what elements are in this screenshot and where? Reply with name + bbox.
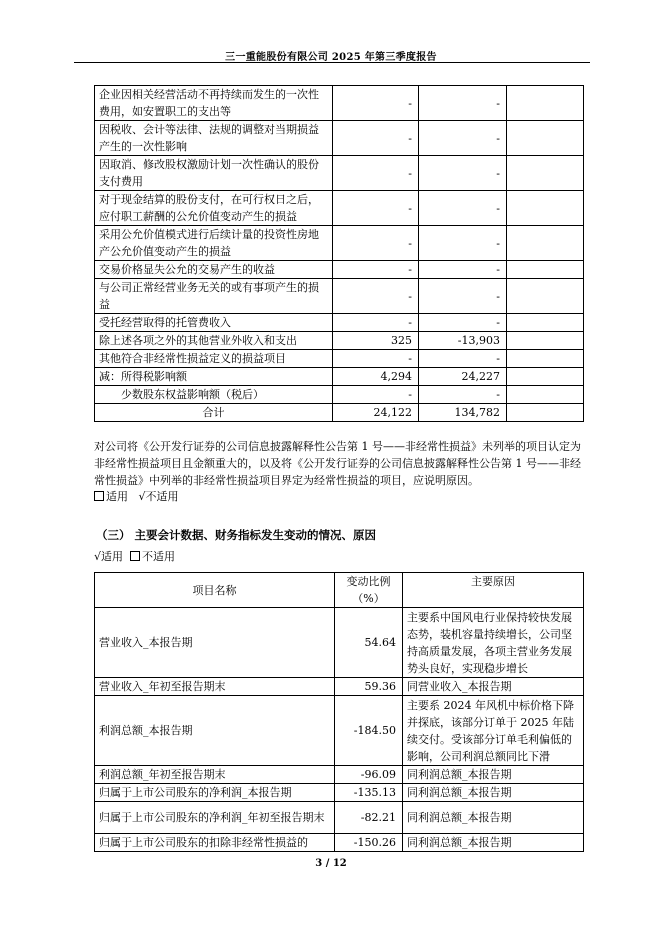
apply-checkbox[interactable] xyxy=(94,491,104,501)
item-name: 对于现金结算的股份支付，在可行权日之后，应付职工薪酬的公允价值变动产生的损益 xyxy=(95,191,333,226)
blank-cell xyxy=(507,86,584,121)
value-col-2: 134,782 xyxy=(419,404,507,422)
item-name: 因税收、会计等法律、法规的调整对当期损益产生的一次性影响 xyxy=(95,121,333,156)
note-applicability xyxy=(94,488,179,504)
page-number: 3 / 12 xyxy=(315,858,347,869)
change-ratio: -150.26 xyxy=(335,834,403,852)
value-col-2: - xyxy=(419,226,507,261)
table-row xyxy=(95,332,584,350)
item-name: 因取消、修改股权激励计划一次性确认的股份支付费用 xyxy=(95,156,333,191)
col-header-reason: 主要原因 xyxy=(403,573,584,608)
item-name: 合计 xyxy=(95,404,333,422)
note-paragraph: 对公司将《公开发行证券的公司信息披露解释性公告第 1 号——非经常性损益》未列举的项目认定为非经常性损益项目且金额重大的，以及将《公开发行证券的公司信息披露解释性公告第 1 号——非经常性损益》中列举的非经常性损益项目界定为经常性损益的项目，应说明原因。 xyxy=(94,440,581,487)
item-name: 归属于上市公司股东的净利润_年初至报告期末 xyxy=(95,802,335,834)
main-reason: 同营业收入_本报告期 xyxy=(403,678,584,696)
table-row xyxy=(95,404,584,422)
table-row xyxy=(95,191,584,226)
table-row xyxy=(95,226,584,261)
value-col-1: - xyxy=(333,121,419,156)
main-reason: 同利润总额_本报告期 xyxy=(403,766,584,784)
value-col-2: - xyxy=(419,121,507,156)
table-row xyxy=(95,279,584,314)
section-title: （三） 主要会计数据、财务指标发生变动的情况、原因 xyxy=(96,528,377,542)
main-reason: 同利润总额_本报告期 xyxy=(403,802,584,834)
apply-label: 适用 xyxy=(106,490,128,503)
value-col-1: - xyxy=(333,261,419,279)
table-row xyxy=(95,678,584,696)
table-row xyxy=(95,261,584,279)
table-row xyxy=(95,156,584,191)
table-row xyxy=(95,86,584,121)
main-reason: 主要系 2024 年风机中标价格下降并探底，该部分订单于 2025 年陆续交付。受该部分订单毛利偏低的影响，公司利润总额同比下滑 xyxy=(403,696,584,766)
value-col-1: - xyxy=(333,314,419,332)
blank-cell xyxy=(507,279,584,314)
table-row xyxy=(95,608,584,678)
item-name: 少数股东权益影响额（税后） xyxy=(95,386,333,404)
change-ratio: 59.36 xyxy=(335,678,403,696)
table-row xyxy=(95,766,584,784)
change-ratio: -184.50 xyxy=(335,696,403,766)
value-col-2: - xyxy=(419,314,507,332)
item-name: 归属于上市公司股东的净利润_本报告期 xyxy=(95,784,335,802)
main-reason: 同利润总额_本报告期 xyxy=(403,784,584,802)
check-mark: √ xyxy=(138,490,146,503)
blank-cell xyxy=(507,121,584,156)
value-col-1: - xyxy=(333,156,419,191)
value-col-1: - xyxy=(333,226,419,261)
change-ratio: -135.13 xyxy=(335,784,403,802)
item-name: 采用公允价值模式进行后续计量的投资性房地产公允价值变动产生的损益 xyxy=(95,226,333,261)
item-name: 利润总额_年初至报告期末 xyxy=(95,766,335,784)
value-col-2: - xyxy=(419,86,507,121)
not-apply-checkbox[interactable] xyxy=(130,551,140,561)
not-apply-label: 不适用 xyxy=(145,490,179,503)
item-name: 归属于上市公司股东的扣除非经常性损益的 xyxy=(95,834,335,852)
item-name: 减：所得税影响额 xyxy=(95,368,333,386)
main-reason: 同利润总额_本报告期 xyxy=(403,834,584,852)
item-name: 除上述各项之外的其他营业外收入和支出 xyxy=(95,332,333,350)
change-ratio: -82.21 xyxy=(335,802,403,834)
table-row xyxy=(95,386,584,404)
col-header-ratio: 变动比例（%） xyxy=(335,573,403,608)
blank-cell xyxy=(507,156,584,191)
blank-cell xyxy=(507,368,584,386)
change-ratio: 54.64 xyxy=(335,608,403,678)
header-divider xyxy=(74,62,590,63)
report-header: 三一重能股份有限公司 2025 年第三季度报告 xyxy=(225,52,437,63)
item-name: 营业收入_年初至报告期末 xyxy=(95,678,335,696)
item-name: 与公司正常经营业务无关的或有事项产生的损益 xyxy=(95,279,333,314)
table-row xyxy=(95,368,584,386)
value-col-1: - xyxy=(333,86,419,121)
item-name: 营业收入_本报告期 xyxy=(95,608,335,678)
value-col-2: - xyxy=(419,156,507,191)
value-col-1: - xyxy=(333,350,419,368)
value-col-2: - xyxy=(419,350,507,368)
value-col-2: - xyxy=(419,191,507,226)
table-row xyxy=(95,350,584,368)
value-col-2: 24,227 xyxy=(419,368,507,386)
value-col-2: -13,903 xyxy=(419,332,507,350)
main-reason: 主要系中国风电行业保持较快发展态势，装机容量持续增长，公司坚持高质量发展，各项主营业务发展势头良好，实现稳步增长 xyxy=(403,608,584,678)
check-mark: √ xyxy=(94,550,102,563)
non-recurring-items-table xyxy=(94,85,584,422)
table-row xyxy=(95,802,584,834)
table-row xyxy=(95,121,584,156)
value-col-1: 24,122 xyxy=(333,404,419,422)
table-row xyxy=(95,696,584,766)
value-col-1: 4,294 xyxy=(333,368,419,386)
item-name: 企业因相关经营活动不再持续而发生的一次性费用，如安置职工的支出等 xyxy=(95,86,333,121)
col-header-item: 项目名称 xyxy=(95,573,335,608)
not-apply-label: 不适用 xyxy=(142,550,176,563)
apply-label: 适用 xyxy=(101,550,124,563)
value-col-2: - xyxy=(419,386,507,404)
value-col-1: - xyxy=(333,386,419,404)
blank-cell xyxy=(507,404,584,422)
blank-cell xyxy=(507,350,584,368)
blank-cell xyxy=(507,191,584,226)
blank-cell xyxy=(507,386,584,404)
blank-cell xyxy=(507,261,584,279)
table-row xyxy=(95,784,584,802)
blank-cell xyxy=(507,226,584,261)
item-name: 受托经营取得的托管费收入 xyxy=(95,314,333,332)
change-reasons-table xyxy=(94,572,584,852)
value-col-1: - xyxy=(333,279,419,314)
value-col-1: 325 xyxy=(333,332,419,350)
table-row xyxy=(95,834,584,852)
value-col-2: - xyxy=(419,261,507,279)
item-name: 其他符合非经常性损益定义的损益项目 xyxy=(95,350,333,368)
blank-cell xyxy=(507,332,584,350)
section-applicability xyxy=(94,548,175,564)
change-ratio: -96.09 xyxy=(335,766,403,784)
value-col-2: - xyxy=(419,279,507,314)
item-name: 交易价格显失公允的交易产生的收益 xyxy=(95,261,333,279)
table-row xyxy=(95,314,584,332)
item-name: 利润总额_本报告期 xyxy=(95,696,335,766)
value-col-1: - xyxy=(333,191,419,226)
blank-cell xyxy=(507,314,584,332)
